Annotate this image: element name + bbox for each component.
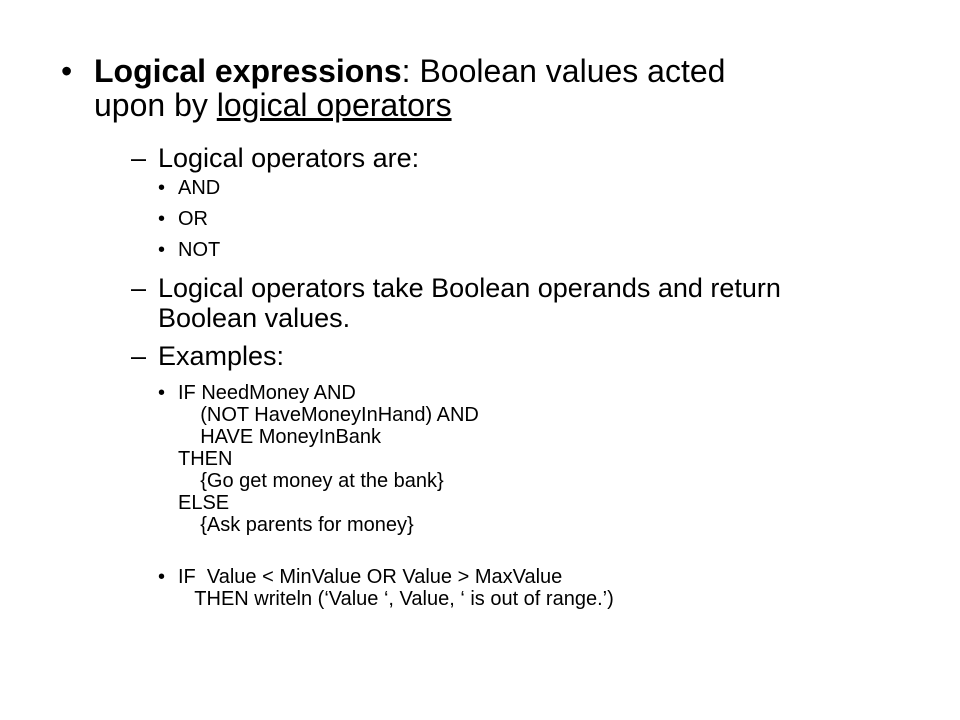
dash-icon: – (131, 273, 147, 303)
code-line: ELSE (178, 492, 230, 514)
dash-icon: – (131, 341, 147, 371)
bullet-icon: • (158, 239, 166, 261)
example-code-1 (178, 382, 878, 536)
examples-heading-item (131, 341, 911, 371)
logical-operators-link: logical operators (216, 87, 452, 123)
bullet-icon: • (158, 208, 166, 230)
description-item (131, 273, 911, 333)
code-line: {Ask parents for money} (178, 514, 414, 536)
operator-item-not (158, 239, 878, 261)
operators-heading: Logical operators are: (158, 143, 420, 173)
example-code-2 (178, 566, 878, 610)
bullet-icon: • (158, 177, 166, 199)
code-line: IF NeedMoney AND (178, 382, 356, 404)
operator-label: NOT (178, 239, 221, 261)
example-item-1 (158, 382, 878, 536)
code-line: THEN writeln (‘Value ‘, Value, ‘ is out of range.’) (178, 588, 614, 610)
examples-heading: Examples: (158, 341, 285, 371)
code-line: {Go get money at the bank} (178, 470, 444, 492)
example-item-2 (158, 566, 878, 610)
dash-icon: – (131, 143, 147, 173)
code-line: (NOT HaveMoneyInHand) AND (178, 404, 479, 426)
code-line: HAVE MoneyInBank (178, 426, 382, 448)
operator-item-and (158, 177, 878, 199)
description-line: Boolean values. (158, 303, 351, 333)
operator-item-or (158, 208, 878, 230)
operator-label: OR (178, 208, 208, 230)
operator-label: AND (178, 177, 221, 199)
colon: : (401, 53, 411, 89)
bullet-icon: • (158, 566, 166, 588)
main-text-part2: upon by (94, 87, 217, 123)
main-text-part1: Boolean values acted (410, 53, 726, 89)
operators-heading-item (131, 143, 911, 173)
term-logical-expressions: Logical expressions (94, 53, 402, 89)
main-bullet (61, 54, 921, 122)
description-text (158, 273, 911, 333)
bullet-icon: • (158, 382, 166, 404)
code-line: IF Value < MinValue OR Value > MaxValue (178, 566, 563, 588)
main-bullet-text (94, 54, 921, 122)
bullet-icon: • (61, 53, 73, 89)
code-line: THEN (178, 448, 233, 470)
description-line: Logical operators take Boolean operands and return (158, 273, 781, 303)
